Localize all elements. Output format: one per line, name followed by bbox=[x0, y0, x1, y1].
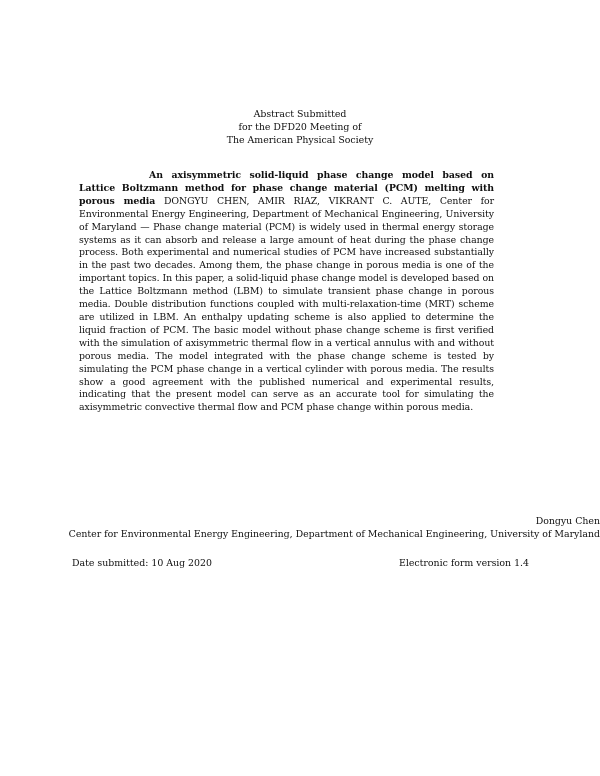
header-line-3: The American Physical Society bbox=[226, 135, 374, 146]
header-line-2: for the DFD20 Meeting of bbox=[238, 122, 362, 133]
contact-affiliation: Center for Environmental Energy Engineering, Department of Mechanical Engineering, University of Maryland bbox=[68, 529, 600, 540]
contact-name: Dongyu Chen bbox=[535, 516, 600, 527]
abstract-body: Phase change material (PCM) is widely used in thermal energy storage systems as it can absorb and release a large amount of heat during the phase change process. Both experimental and numerical studies of PCM have increased substantially in the past two decades. Among them, the phase change in porous media is one of the important topics. In this paper, a solid-liquid phase change model is developed based on the Lattice Boltzmann method (LBM) to simulate transient phase change in porous media. Double distribution functions coupled with multi-relaxation-time (MRT) scheme are utilized in LBM. An enthalpy updating scheme is also applied to determine the liquid fraction of PCM. The basic model without phase change scheme is first verified with the simulation of axisymmetric thermal flow in a vertical annulus with and without porous media. The model integrated with the phase change scheme is tested by simulating the PCM phase change in a vertical cylinder with porous media. The results show a good agreement with the published numerical and experimental results, indicating that the present model can serve as an accurate tool for simulating the axisymmetric convective thermal flow and PCM phase change within porous media. bbox=[79, 221, 495, 414]
abstract-authors: DONGYU CHEN, AMIR RIAZ, VIKRANT C. AUTE, Center for Environmental Energy Engineering, Department of Mechanical Engineering, University of Maryland bbox=[79, 195, 495, 233]
form-version: Electronic form version 1.4 bbox=[399, 558, 529, 569]
abstract-title: An axisymmetric solid-liquid phase change model based on Lattice Boltzmann method for phase change material (PCM) melting with porous media bbox=[79, 170, 494, 207]
submission-header bbox=[0, 108, 600, 147]
contact-block bbox=[69, 515, 600, 541]
header-line-1: Abstract Submitted bbox=[253, 109, 347, 120]
abstract-separator: — bbox=[140, 221, 150, 233]
date-submitted: Date submitted: 10 Aug 2020 bbox=[72, 558, 212, 569]
abstract-block bbox=[79, 170, 494, 415]
